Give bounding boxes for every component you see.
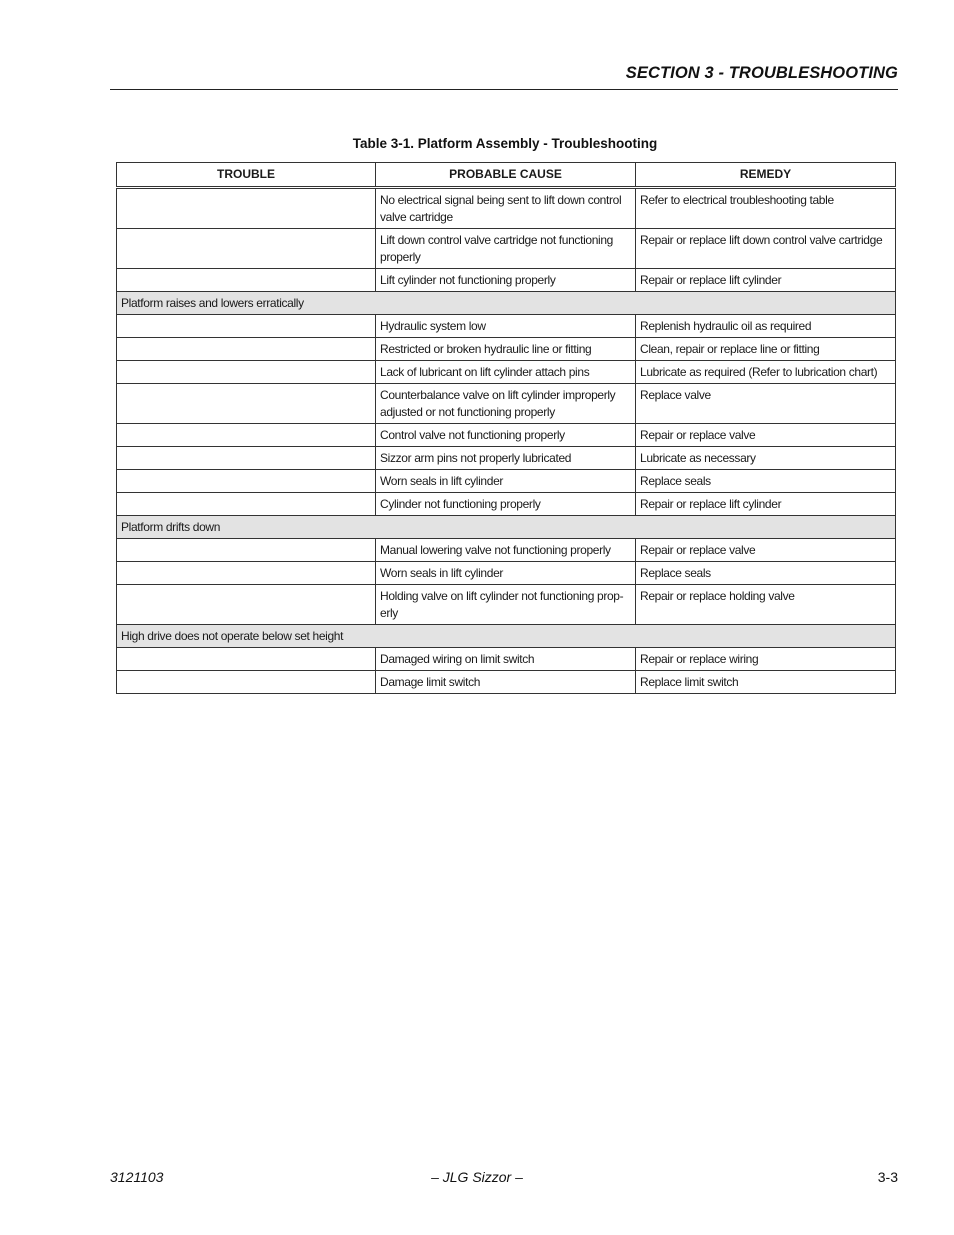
probable-cause-cell: Lift cylinder not functioning properly: [376, 269, 636, 292]
table-row: [117, 315, 896, 338]
trouble-cell: [117, 338, 376, 361]
remedy-cell: Replace valve: [636, 384, 896, 424]
remedy-cell: Repair or replace holding valve: [636, 585, 896, 625]
trouble-cell: [117, 671, 376, 694]
probable-cause-cell: Worn seals in lift cylinder: [376, 470, 636, 493]
trouble-group-row: [117, 516, 896, 539]
trouble-cell: [117, 493, 376, 516]
table-row: [117, 671, 896, 694]
trouble-group-row: [117, 292, 896, 315]
probable-cause-cell: Holding valve on lift cylinder not functioning prop-erly: [376, 585, 636, 625]
remedy-cell: Replace seals: [636, 562, 896, 585]
trouble-cell: [117, 315, 376, 338]
trouble-cell: [117, 188, 376, 229]
remedy-cell: Repair or replace valve: [636, 539, 896, 562]
header-rule: [110, 89, 898, 90]
trouble-cell: [117, 648, 376, 671]
trouble-group-label: Platform drifts down: [117, 516, 896, 539]
table-row: [117, 338, 896, 361]
trouble-group-label: High drive does not operate below set height: [117, 625, 896, 648]
table-row: [117, 269, 896, 292]
table-row: [117, 229, 896, 269]
probable-cause-cell: Lack of lubricant on lift cylinder attach pins: [376, 361, 636, 384]
probable-cause-cell: Control valve not functioning properly: [376, 424, 636, 447]
remedy-cell: Replace limit switch: [636, 671, 896, 694]
trouble-group-label: Platform raises and lowers erratically: [117, 292, 896, 315]
section-title: SECTION 3 - TROUBLESHOOTING: [625, 64, 898, 82]
table-row: [117, 493, 896, 516]
table-row: [117, 361, 896, 384]
remedy-cell: Lubricate as required (Refer to lubrication chart): [636, 361, 896, 384]
probable-cause-cell: No electrical signal being sent to lift down control valve cartridge: [376, 188, 636, 229]
remedy-cell: Repair or replace lift down control valve cartridge: [636, 229, 896, 269]
remedy-cell: Replenish hydraulic oil as required: [636, 315, 896, 338]
trouble-cell: [117, 470, 376, 493]
trouble-cell: [117, 447, 376, 470]
table-row: [117, 585, 896, 625]
remedy-cell: Repair or replace valve: [636, 424, 896, 447]
probable-cause-cell: Cylinder not functioning properly: [376, 493, 636, 516]
trouble-cell: [117, 562, 376, 585]
probable-cause-cell: Manual lowering valve not functioning properly: [376, 539, 636, 562]
trouble-cell: [117, 424, 376, 447]
column-header-trouble: TROUBLE: [117, 163, 376, 188]
trouble-cell: [117, 384, 376, 424]
probable-cause-cell: Worn seals in lift cylinder: [376, 562, 636, 585]
table-row: [117, 470, 896, 493]
table-body: [117, 188, 896, 694]
probable-cause-cell: Restricted or broken hydraulic line or fitting: [376, 338, 636, 361]
table-row: [117, 648, 896, 671]
table-header-row: [117, 163, 896, 188]
table-row: [117, 562, 896, 585]
table-row: [117, 384, 896, 424]
probable-cause-cell: Sizzor arm pins not properly lubricated: [376, 447, 636, 470]
trouble-cell: [117, 361, 376, 384]
document-number: 3121103: [110, 1169, 164, 1185]
table-row: [117, 539, 896, 562]
remedy-cell: Refer to electrical troubleshooting table: [636, 188, 896, 229]
trouble-cell: [117, 585, 376, 625]
page-number: 3-3: [877, 1169, 898, 1185]
probable-cause-cell: Counterbalance valve on lift cylinder improperly adjusted or not functioning properly: [376, 384, 636, 424]
trouble-cell: [117, 229, 376, 269]
remedy-cell: Repair or replace lift cylinder: [636, 269, 896, 292]
trouble-cell: [117, 539, 376, 562]
trouble-cell: [117, 269, 376, 292]
table-row: [117, 447, 896, 470]
probable-cause-cell: Damaged wiring on limit switch: [376, 648, 636, 671]
table-row: [117, 188, 896, 229]
remedy-cell: Replace seals: [636, 470, 896, 493]
probable-cause-cell: Hydraulic system low: [376, 315, 636, 338]
column-header-remedy: REMEDY: [636, 163, 896, 188]
product-name: – JLG Sizzor –: [431, 1169, 523, 1185]
remedy-cell: Clean, repair or replace line or fitting: [636, 338, 896, 361]
table-row: [117, 424, 896, 447]
trouble-group-row: [117, 625, 896, 648]
table-caption: Table 3-1. Platform Assembly - Troubleshooting: [352, 136, 658, 151]
remedy-cell: Repair or replace wiring: [636, 648, 896, 671]
troubleshooting-table: [116, 162, 896, 694]
probable-cause-cell: Lift down control valve cartridge not functioning properly: [376, 229, 636, 269]
probable-cause-cell: Damage limit switch: [376, 671, 636, 694]
remedy-cell: Lubricate as necessary: [636, 447, 896, 470]
column-header-probable-cause: PROBABLE CAUSE: [376, 163, 636, 188]
remedy-cell: Repair or replace lift cylinder: [636, 493, 896, 516]
